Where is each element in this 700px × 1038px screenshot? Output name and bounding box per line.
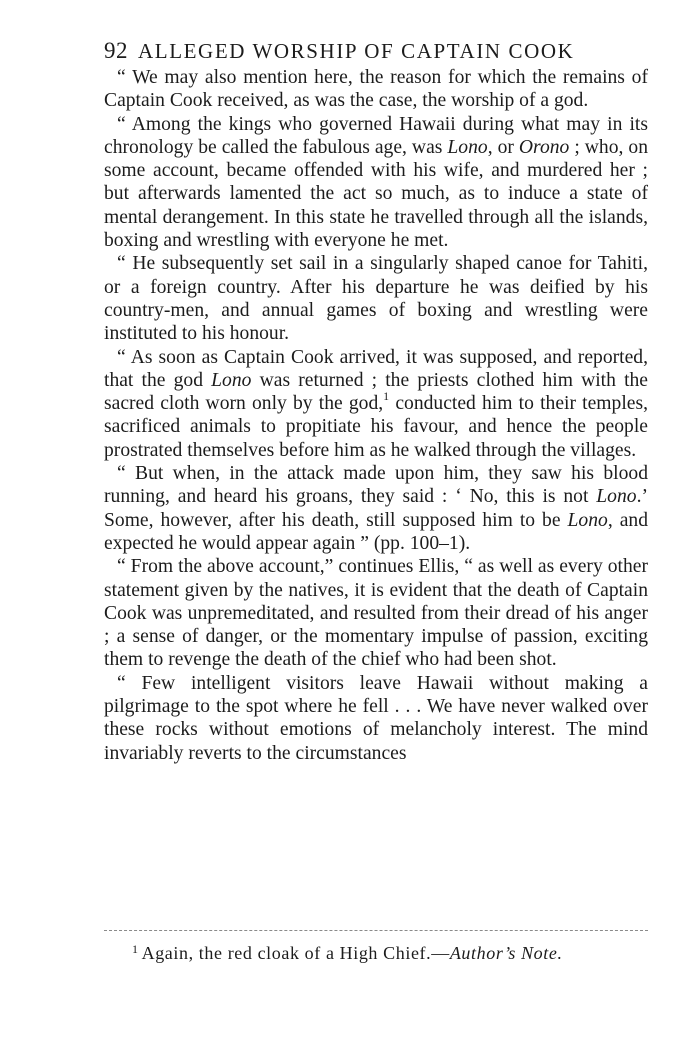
paragraph-4: “ As soon as Captain Cook arrived, it was supposed, and reported, that the god Lono was returned ; the priests clothed him with the sacred cloth worn only by the god,$^1$ conducted him to their temples, sacrificed animals to propitiate his favour, and hence the people prostrated themselves before him as he walked through the villages. xyxy=(104,346,648,461)
footnote-attribution: Author’s Note. xyxy=(449,943,563,963)
footnote xyxy=(132,942,563,966)
paragraph-5: “ But when, in the attack made upon him, they saw his blood running, and heard his groans, they said : ‘ No, this is not Lono.’ Some, however, after his death, still supposed him to be Lono, and expected he would appear again ” (pp. 100–1). xyxy=(104,463,648,554)
running-head xyxy=(104,36,648,66)
body-text xyxy=(104,66,648,765)
page-number: 92 xyxy=(104,38,128,63)
footnote-marker: 1 xyxy=(132,942,139,956)
book-page xyxy=(104,36,649,963)
paragraph-1: “ We may also mention here, the reason for which the remains of Captain Cook received, as was the case, the worship of a god. xyxy=(104,67,648,112)
footnote-rule xyxy=(104,930,648,931)
paragraph-3: “ He subsequently set sail in a singularly shaped canoe for Tahiti, or a foreign country. After his departure he was deified by his country-men, and annual games of boxing and wrestling were instituted to his honour. xyxy=(104,253,648,345)
paragraph-7: “ Few intelligent visitors leave Hawaii without making a pilgrimage to the spot where he fell . . . We have never walked over these rocks without emotions of melancholy interest. The mind invariably reverts to the circumstances xyxy=(104,672,648,764)
footnote-text: Again, the red cloak of a High Chief.— xyxy=(141,943,450,963)
paragraph-2: “ Among the kings who governed Hawaii during what may in its chronology be called the fabulous age, was Lono, or Orono ; who, on some account, became offended with his wife, and murdered her ; but afterwards lamented the act so much, as to induce a state of mental derangement. In this state he travelled through all the islands, boxing and wrestling with everyone he met. xyxy=(104,113,649,252)
running-title: ALLEGED WORSHIP OF CAPTAIN COOK xyxy=(138,39,575,63)
paragraph-6: “ From the above account,” continues Ellis, “ as well as every other statement given by the natives, it is evident that the death of Captain Cook was unpremeditated, and resulted from their dread of his anger ; a sense of danger, or the momentary impulse of passion, exciting them to revenge the death of the chief who had been shot. xyxy=(104,556,648,671)
